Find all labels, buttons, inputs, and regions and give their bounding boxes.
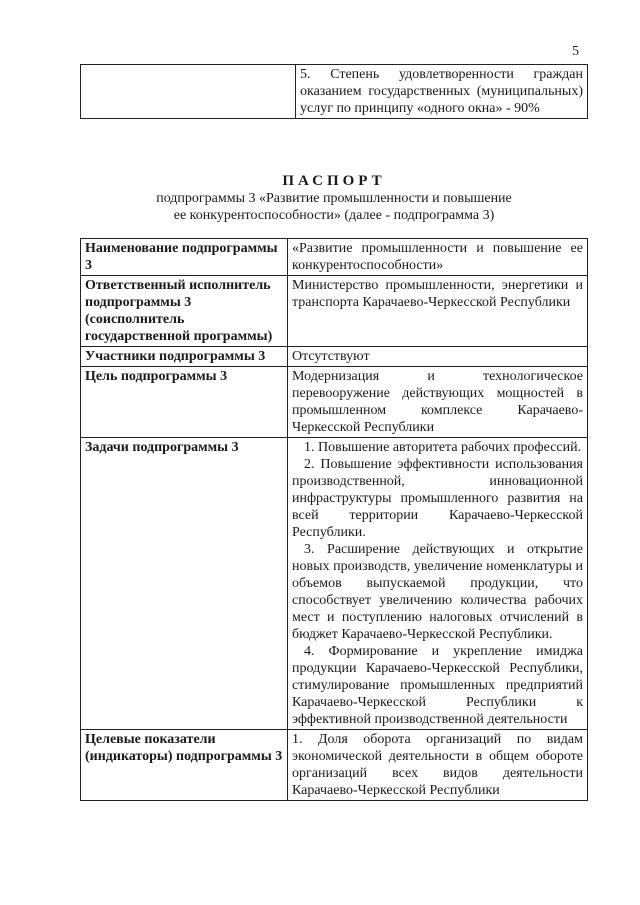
row-label: Задачи подпрограммы 3	[81, 438, 288, 730]
empty-cell	[81, 65, 296, 119]
table-cell: 5. Степень удовлетворенности граждан оказанием государственных (муниципальных) услуг по принципу «одного окна» - 90%	[296, 65, 588, 119]
task-item: 3. Расширение действующих и открытие новых производств, увеличение номенклатуры и объемов выпускаемой продукции, что способствует увеличению количества рабочих мест и поступлению налоговых отчислений в бюджет Карачаево-Черкесской Республики.	[292, 542, 583, 642]
table-row	[81, 65, 588, 119]
row-label: Ответственный исполнитель подпрограммы 3 (соисполнитель государственной программы)	[81, 276, 288, 347]
table-row	[81, 347, 588, 367]
row-value: 1. Доля оборота организаций по видам экономической деятельности в общем обороте организаций всех видов деятельности Карачаево-Черкесской Республики	[288, 730, 588, 801]
row-label: Целевые показатели (индикаторы) подпрограммы 3	[81, 730, 288, 801]
table-row	[81, 730, 588, 801]
task-item: 2. Повышение эффективности использования производственной, инновационной инфраструктуры промышленного развития на всей территории Карачаево-Черкесской Республики.	[292, 457, 583, 540]
passport-table	[80, 238, 588, 801]
row-value: Модернизация и технологическое перевооружение действующих мощностей в промышленном комплексе Карачаево-Черкесской Республики	[288, 367, 588, 438]
row-value	[288, 438, 588, 730]
table-row	[81, 438, 588, 730]
passport-heading	[80, 172, 588, 224]
task-item: 1. Повышение авторитета рабочих профессий.	[304, 440, 582, 455]
table-row	[81, 239, 588, 276]
row-value: «Развитие промышленности и повышение ее конкурентоспособности»	[288, 239, 588, 276]
row-label: Наименование подпрограммы 3	[81, 239, 288, 276]
row-label: Участники подпрограммы 3	[81, 347, 288, 367]
passport-subtitle-line1: подпрограммы 3 «Развитие промышленности и повышение	[156, 191, 512, 206]
row-label: Цель подпрограммы 3	[81, 367, 288, 438]
row-value: Отсутствуют	[288, 347, 588, 367]
task-item: 4. Формирование и укрепление имиджа продукции Карачаево-Черкесской Республики, стимулирование промышленных предприятий Карачаево-Черкесской Республики к эффективной производственной деятельности	[292, 644, 583, 727]
table-row	[81, 367, 588, 438]
passport-subtitle-line2: ее конкурентоспособности» (далее - подпрограмма 3)	[173, 208, 495, 223]
page-number: 5	[572, 44, 579, 59]
table-row	[81, 276, 588, 347]
continuation-table	[80, 64, 588, 119]
passport-title: ПАСПОРТ	[282, 173, 386, 189]
row-value: Министерство промышленности, энергетики и транспорта Карачаево-Черкесской Республики	[288, 276, 588, 347]
